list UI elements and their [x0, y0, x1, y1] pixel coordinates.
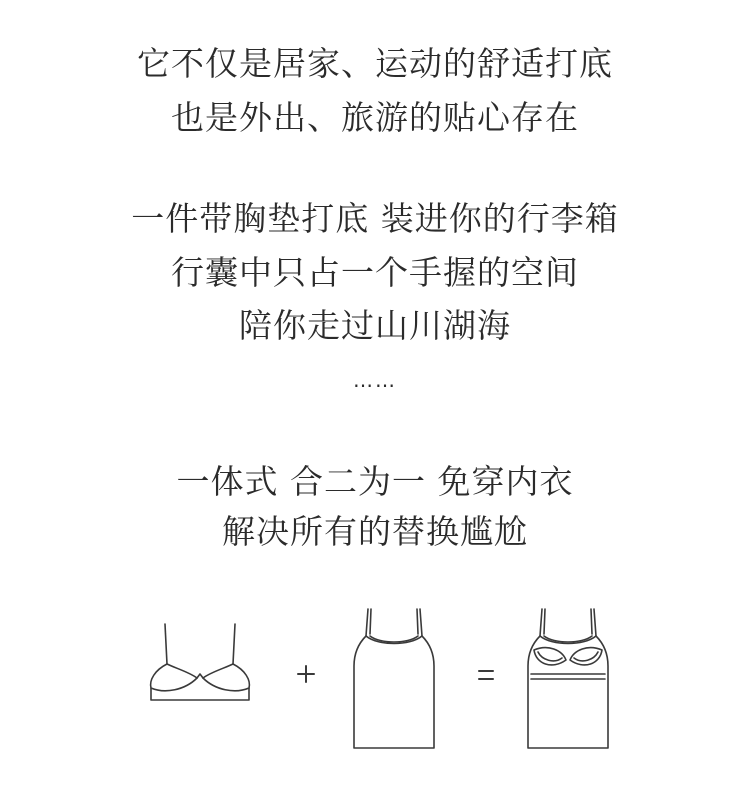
camisole-icon: [348, 606, 440, 752]
body-line-3: 陪你走过山川湖海: [239, 306, 511, 345]
body-line-1: 一件带胸垫打底 装进你的行李箱: [131, 199, 619, 238]
headline-line-1: 它不仅是居家、运动的舒适打底: [137, 44, 613, 83]
body-line-2: 行囊中只占一个手握的空间: [171, 253, 579, 292]
feature-line-2: 解决所有的替换尴尬: [222, 512, 528, 551]
headline-line-2: 也是外出、旅游的贴心存在: [171, 98, 579, 137]
feature-line-1: 一体式 合二为一 免穿内衣: [176, 462, 574, 501]
bra-icon: [145, 620, 255, 706]
padded-camisole-icon: [522, 606, 614, 752]
plus-icon: [290, 658, 322, 690]
equals-icon: [470, 660, 502, 690]
ellipsis-divider: ……: [353, 368, 397, 392]
